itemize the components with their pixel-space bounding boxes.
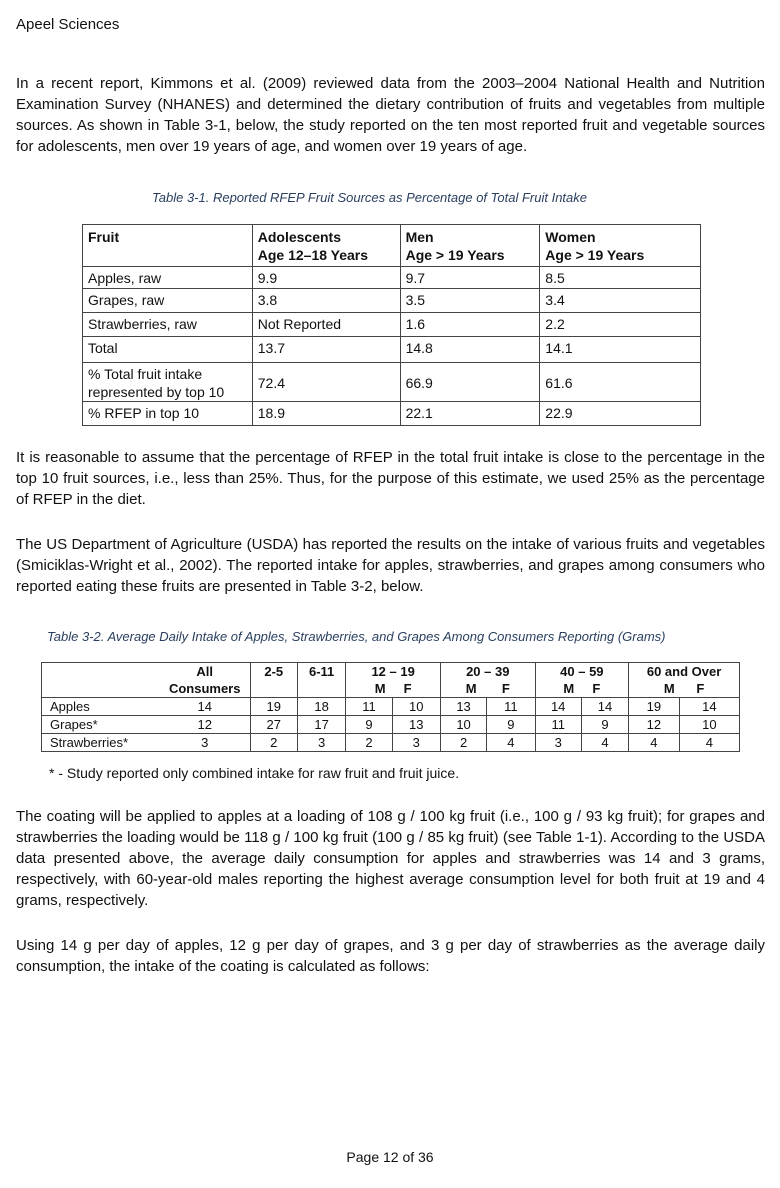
header-cell: Women Age > 19 Years <box>540 225 701 267</box>
header-cell: Men Age > 19 Years <box>400 225 540 267</box>
table-row: % Total fruit intake represented by top 10 72.4 66.9 61.6 <box>83 363 701 402</box>
table-row: Strawberries* 3 2 3 2 3 2 4 3 4 4 4 <box>42 734 740 752</box>
paragraph-coating-loading: The coating will be applied to apples at a loading of 108 g / 100 kg fruit (i.e., 100 g / 93 kg fruit); for grapes and strawberries the loading would be 118 g / 100 kg fruit (100 g / 85 kg fruit) (see Table 1-1). According to the USDA data presented above, the average daily consumption for apples and strawberries was 14 and 3 grams, respectively, with 60-year-old males reporting the highest average consumption level for both fruit at 19 and 4 grams, respectively. <box>16 808 765 909</box>
header-cell: All Consumers <box>160 663 250 698</box>
header-cell: Adolescents Age 12–18 Years <box>252 225 400 267</box>
table-3-2-footnote: * - Study reported only combined intake for raw fruit and fruit juice. <box>49 765 460 781</box>
table-3-2-caption: Table 3-2. Average Daily Intake of Apples, Strawberries, and Grapes Among Consumers Reporting (Grams) <box>47 629 666 644</box>
paragraph-usda: The US Department of Agriculture (USDA) has reported the results on the intake of various fruits and vegetables (Smiciklas-Wright et al., 2002). The reported intake for apples, strawberries, and grapes among consumers who reported eating these fruits are presented in Table 3-2, below. <box>16 536 765 595</box>
header-cell: 12 – 19 M F <box>346 663 441 698</box>
table-row: Grapes, raw 3.8 3.5 3.4 <box>83 289 701 313</box>
table-row: Apples 14 19 18 11 10 13 11 14 14 19 14 <box>42 698 740 716</box>
header-cell: 2-5 <box>250 663 297 698</box>
paragraph-nhanes: In a recent report, Kimmons et al. (2009) reviewed data from the 2003–2004 National Health and Nutrition Examination Survey (NHANES) and determined the dietary contribution of fruits and vegetables from multiple sources. As shown in Table 3-1, below, the study reported on the ten most reported fruit and vegetable sources for adolescents, men over 19 years of age, and women over 19 years of age. <box>16 75 765 155</box>
header-cell: 60 and Over M F <box>629 663 740 698</box>
document-header: Apeel Sciences <box>16 16 120 33</box>
table-3-1 <box>82 224 701 426</box>
table-row: Total 13.7 14.8 14.1 <box>83 337 701 363</box>
header-cell: 20 – 39 M F <box>440 663 535 698</box>
table-row: Grapes* 12 27 17 9 13 10 9 11 9 12 10 <box>42 716 740 734</box>
page-number: Page 12 of 36 <box>346 1149 434 1165</box>
table-3-2 <box>41 662 740 752</box>
table-header-row <box>42 663 740 698</box>
paragraph-intake-calculation: Using 14 g per day of apples, 12 g per day of grapes, and 3 g per day of strawberries as the average daily consumption, the intake of the coating is calculated as follows: <box>16 937 765 975</box>
table-header-row <box>83 225 701 267</box>
paragraph-rfep-assumption: It is reasonable to assume that the percentage of RFEP in the total fruit intake is close to the percentage in the top 10 fruit sources, i.e., less than 25%. Thus, for the purpose of this estimate, we used 25% as the percentage of RFEP in the diet. <box>16 449 765 508</box>
header-cell: 40 – 59 M F <box>535 663 629 698</box>
table-3-1-caption: Table 3-1. Reported RFEP Fruit Sources as Percentage of Total Fruit Intake <box>152 190 587 205</box>
header-cell: 6-11 <box>297 663 345 698</box>
table-row: % RFEP in top 10 18.9 22.1 22.9 <box>83 402 701 426</box>
header-cell: Fruit <box>83 225 253 267</box>
table-row: Apples, raw 9.9 9.7 8.5 <box>83 267 701 289</box>
table-row: Strawberries, raw Not Reported 1.6 2.2 <box>83 313 701 337</box>
